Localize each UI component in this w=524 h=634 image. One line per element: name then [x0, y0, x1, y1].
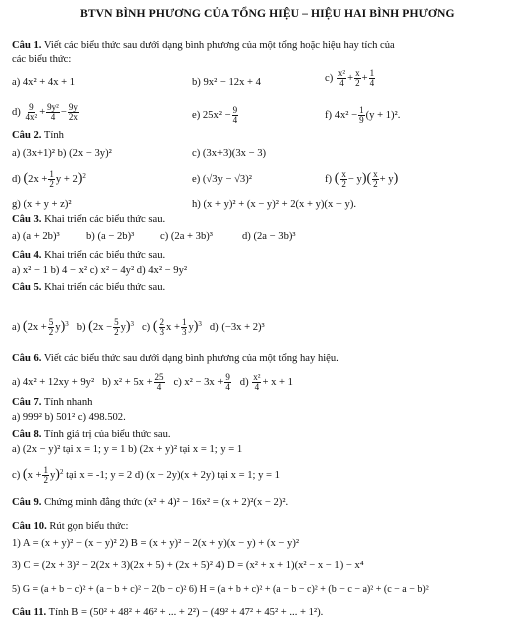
- q3-item-a: a) (a + 2b)³: [12, 231, 60, 242]
- q1-item-a: a) 4x² + 4x + 1: [12, 77, 76, 88]
- q1-item-c: c) $\frac{\text{x²}}{4}$ + $\frac{x}{2}$ + $\frac{1}{4}$: [325, 68, 375, 88]
- q1-item-e: e) 25x² − $\frac{9}{4}$: [192, 105, 238, 125]
- question-11-line: [12, 607, 323, 619]
- q6-items: a) 4x² + 12xy + 9y² b) x² + 5x + $\frac{25}{4}$ c) x² − 3x + $\frac{9}{4}$ d) $\frac{\text{x²}}{4}$ + x + 1: [12, 372, 293, 392]
- question-6-line: [12, 353, 339, 365]
- q5-items: a) (2x + $\frac{5}{2}$ y)$^3$ b) (2x − $\frac{5}{2}$ y)$^3$ c) ( $\frac{2}{3}$ x + $\frac{1}{3}$ y)$^3$ d) (−3x + 2)³: [12, 317, 265, 337]
- q8-items-cd: c) (x + $\frac{1}{2}$ y)$^2$ tại x = -1; y = 2 d) (x − 2y)(x + 2y) tại x = 1; y = 1: [12, 465, 280, 485]
- q2-item-ab: a) (3x+1)² b) (2x − 3y)²: [12, 148, 112, 159]
- q2-item-h: h) (x + y)² + (x − y)² + 2(x + y)(x − y).: [192, 199, 356, 210]
- question-6-text: Viết các biểu thức sau dưới dạng bình phương của một tổng hay hiệu.: [43, 353, 339, 364]
- q3-item-c: c) (2a + 3b)³: [160, 231, 213, 242]
- question-3-heading: Câu 3.: [12, 214, 42, 225]
- q7-items: a) 999² b) 501² c) 498.502.: [12, 412, 126, 423]
- question-9-heading: Câu 9.: [12, 497, 42, 508]
- question-2-line: [12, 130, 64, 142]
- page-title: BTVN BÌNH PHƯƠNG CỦA TỔNG HIỆU – HIỆU HAI BÌNH PHƯƠNG: [80, 7, 455, 20]
- question-11-text: Tính B = (50² + 48² + 46² + ... + 2²) − (49² + 47² + 45² + ... + 1²).: [48, 607, 324, 618]
- question-1-line-1: [12, 40, 395, 52]
- question-9-text: Chứng minh đẳng thức (x² + 4)² − 16x² = (x + 2)²(x − 2)².: [44, 497, 289, 508]
- q2-item-e: e) (√3y − √3)²: [192, 174, 252, 185]
- question-10-text: Rút gọn biểu thức:: [49, 521, 129, 532]
- q2-item-f: f) ( $\frac{x}{2}$ − y)( $\frac{x}{2}$ + y): [325, 169, 399, 189]
- q3-item-d: d) (2a − 3b)³: [242, 231, 296, 242]
- question-4-heading: Câu 4.: [12, 250, 42, 261]
- q2-item-g: g) (x + y + z)²: [12, 199, 72, 210]
- q1-item-f: f) 4x² − $\frac{1}{9}$ (y + 1)².: [325, 105, 401, 125]
- question-8-line: [12, 429, 171, 441]
- question-3-text: Khai triển các biểu thức sau.: [44, 214, 166, 225]
- question-4-line: [12, 250, 165, 262]
- question-8-text: Tính giá trị của biểu thức sau.: [43, 429, 171, 440]
- question-4-text: Khai triển các biểu thức sau.: [44, 250, 166, 261]
- question-10-heading: Câu 10.: [12, 521, 47, 532]
- question-10-line: [12, 521, 128, 533]
- q8-items-ab: a) (2x − y)² tại x = 1; y = 1 b) (2x + y)² tại x = 1; y = 1: [12, 444, 243, 455]
- question-7-text: Tính nhanh: [43, 397, 93, 408]
- question-1-heading: Câu 1.: [12, 40, 42, 51]
- question-2-heading: Câu 2.: [12, 130, 42, 141]
- question-5-line: [12, 282, 165, 294]
- question-3-line: [12, 214, 165, 226]
- question-7-heading: Câu 7.: [12, 397, 42, 408]
- question-1-line-2: các biểu thức:: [12, 54, 72, 65]
- question-5-text: Khai triển các biểu thức sau.: [44, 282, 166, 293]
- question-9-line: [12, 497, 288, 509]
- q3-item-b: b) (a − 2b)³: [86, 231, 135, 242]
- question-1-text: Viết các biểu thức sau dưới dạng bình phương của một tổng hoặc hiệu hay tích của: [43, 40, 395, 51]
- question-6-heading: Câu 6.: [12, 353, 42, 364]
- q10-line-2: 3) C = (2x + 3)² − 2(2x + 3)(2x + 5) + (2x + 5)² 4) D = (x² + x + 1)(x² − x − 1) − x⁴: [12, 560, 364, 571]
- question-8-heading: Câu 8.: [12, 429, 42, 440]
- q1-item-d: d) $\frac{9}{\text{4x²}}$ + $\frac{\text{9y²}}{4}$ − $\frac{9y}{2x}$: [12, 102, 78, 122]
- question-2-text: Tính: [43, 130, 64, 141]
- q1-item-b: b) 9x² − 12x + 4: [192, 77, 261, 88]
- q4-items: a) x² − 1 b) 4 − x² c) x² − 4y² d) 4x² − 9y²: [12, 265, 188, 276]
- q10-line-3: 5) G = (a + b − c)² + (a − b + c)² − 2(b − c)² 6) H = (a + b + c)² + (a − b − c)² + (b − c − a)² + (c − a − b)²: [12, 584, 429, 595]
- q2-item-d: d) (2x + $\frac{1}{2}$ y + 2)$^2$: [12, 169, 86, 189]
- q2-item-c: c) (3x+3)(3x − 3): [192, 148, 267, 159]
- question-5-heading: Câu 5.: [12, 282, 42, 293]
- question-11-heading: Câu 11.: [12, 607, 47, 618]
- question-7-line: [12, 397, 92, 409]
- q10-line-1: 1) A = (x + y)² − (x − y)² 2) B = (x + y)² − 2(x + y)(x − y) + (x − y)²: [12, 538, 300, 549]
